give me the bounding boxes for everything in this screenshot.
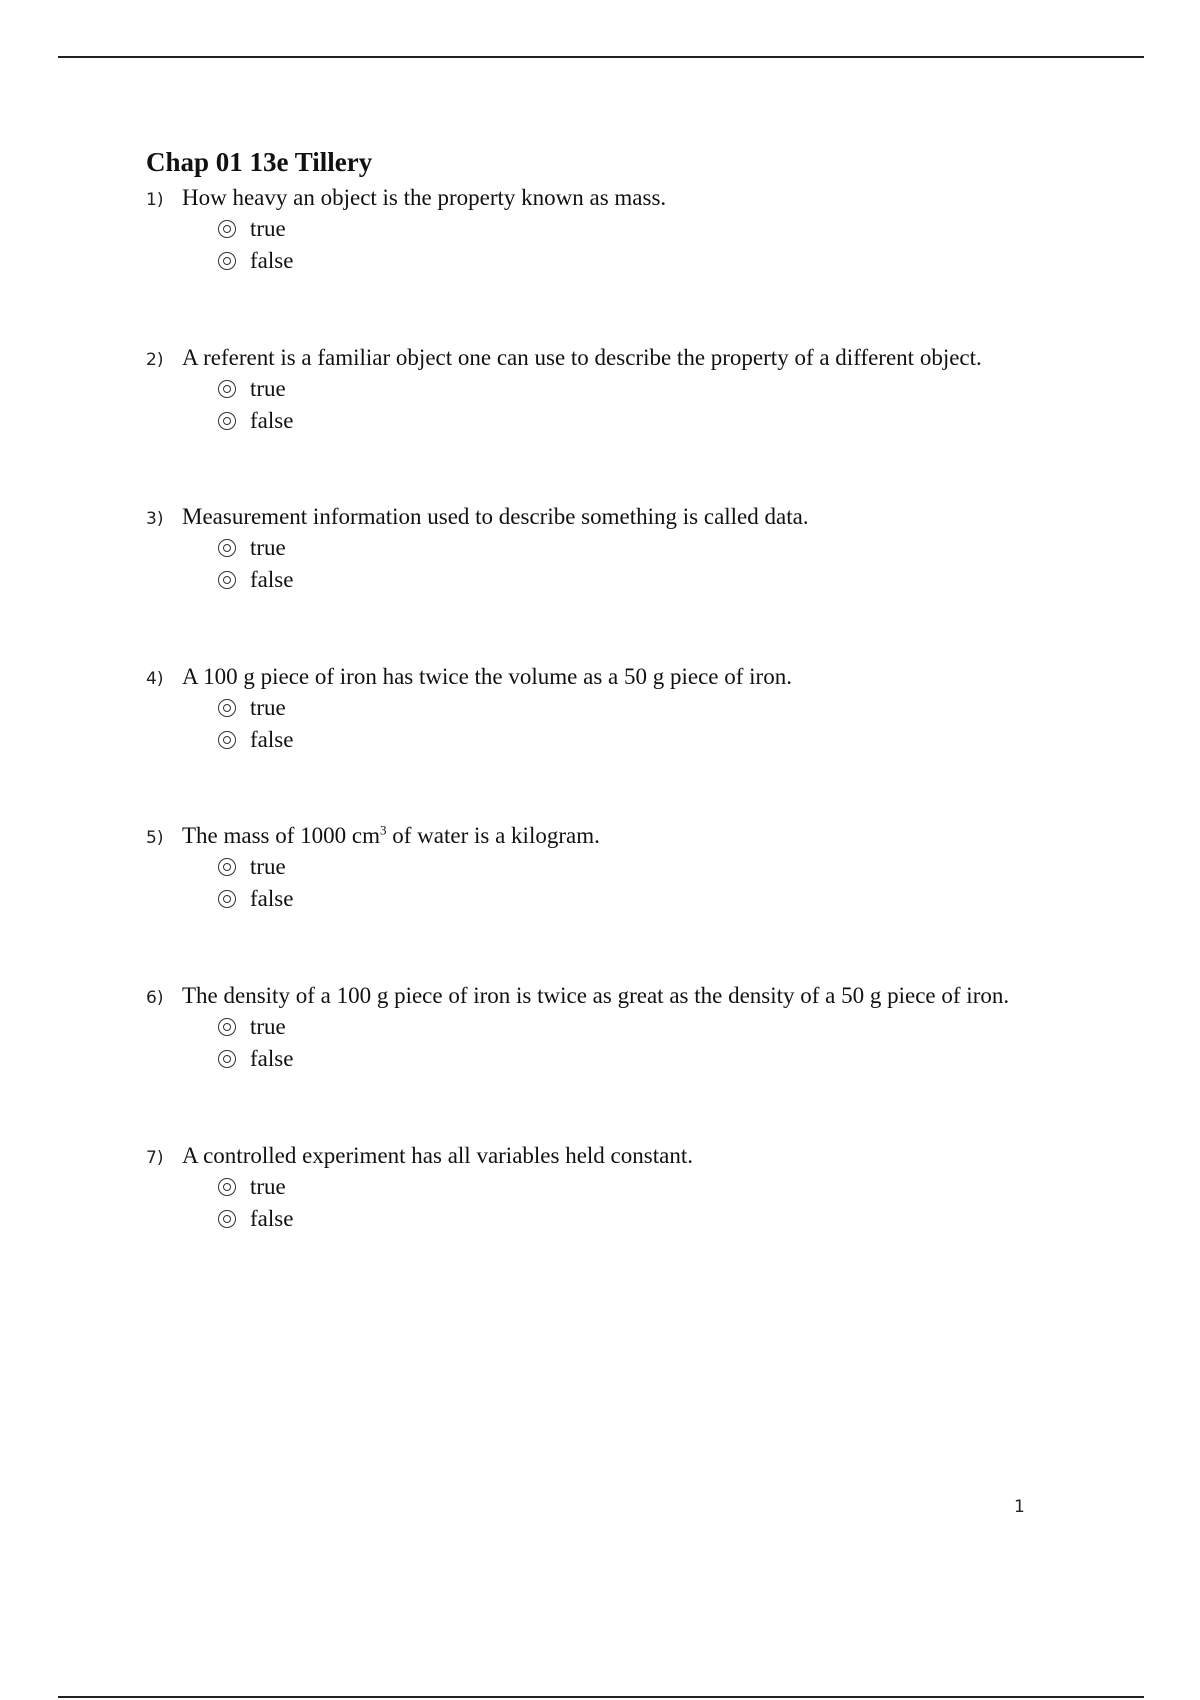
radio-icon[interactable]	[218, 380, 236, 398]
option-label: false	[250, 727, 294, 752]
question-number: 5)	[146, 828, 164, 848]
option-label: true	[250, 854, 286, 879]
radio-icon[interactable]	[218, 539, 236, 557]
option-false[interactable]	[218, 1203, 1146, 1235]
radio-icon[interactable]	[218, 252, 236, 270]
option-true[interactable]	[218, 692, 1146, 724]
question-number: 2)	[146, 350, 164, 370]
option-true[interactable]	[218, 373, 1146, 405]
header-rule	[58, 56, 1144, 58]
option-label: true	[250, 535, 286, 560]
radio-icon[interactable]	[218, 571, 236, 589]
question-text-part: of water is a kilogram.	[386, 823, 600, 848]
option-false[interactable]	[218, 883, 1146, 915]
question-3	[146, 502, 1146, 596]
question-text-part: The mass of 1000 cm	[182, 823, 381, 848]
option-true[interactable]	[218, 213, 1146, 245]
question-text	[182, 821, 600, 851]
question-number: 7)	[146, 1148, 164, 1168]
option-false[interactable]	[218, 245, 1146, 277]
option-true[interactable]	[218, 851, 1146, 883]
option-true[interactable]	[218, 532, 1146, 564]
question-6	[146, 981, 1146, 1075]
question-number: 3)	[146, 509, 164, 529]
radio-icon[interactable]	[218, 890, 236, 908]
radio-icon[interactable]	[218, 220, 236, 238]
question-7	[146, 1141, 1146, 1235]
question-text: How heavy an object is the property known as mass.	[182, 185, 667, 210]
radio-icon[interactable]	[218, 1178, 236, 1196]
question-4	[146, 662, 1146, 756]
question-text: A controlled experiment has all variables held constant.	[182, 1143, 693, 1168]
footer-rule	[58, 1696, 1144, 1698]
question-number: 4)	[146, 669, 164, 689]
question-text: A 100 g piece of iron has twice the volume as a 50 g piece of iron.	[182, 664, 792, 689]
option-false[interactable]	[218, 405, 1146, 437]
radio-icon[interactable]	[218, 1050, 236, 1068]
option-label: true	[250, 1174, 286, 1199]
option-label: false	[250, 248, 294, 273]
question-text: A referent is a familiar object one can use to describe the property of a different object.	[182, 345, 982, 370]
page-number: 1	[1014, 1497, 1025, 1517]
option-false[interactable]	[218, 564, 1146, 596]
option-label: true	[250, 1014, 286, 1039]
option-label: true	[250, 376, 286, 401]
superscript-exponent: 3	[380, 822, 387, 838]
radio-icon[interactable]	[218, 1210, 236, 1228]
question-1	[146, 183, 1146, 277]
option-false[interactable]	[218, 1043, 1146, 1075]
question-number: 6)	[146, 988, 164, 1008]
option-label: true	[250, 216, 286, 241]
option-true[interactable]	[218, 1171, 1146, 1203]
radio-icon[interactable]	[218, 412, 236, 430]
option-label: false	[250, 567, 294, 592]
radio-icon[interactable]	[218, 699, 236, 717]
radio-icon[interactable]	[218, 731, 236, 749]
question-text: The density of a 100 g piece of iron is twice as great as the density of a 50 g piece of iron.	[182, 983, 1010, 1008]
option-label: false	[250, 1206, 294, 1231]
option-label: false	[250, 1046, 294, 1071]
question-text: Measurement information used to describe something is called data.	[182, 504, 809, 529]
option-label: false	[250, 886, 294, 911]
option-label: false	[250, 408, 294, 433]
question-5	[146, 821, 1146, 915]
option-label: true	[250, 695, 286, 720]
option-false[interactable]	[218, 724, 1146, 756]
question-2	[146, 343, 1146, 437]
radio-icon[interactable]	[218, 1018, 236, 1036]
page-title: Chap 01 13e Tillery	[146, 147, 373, 177]
radio-icon[interactable]	[218, 858, 236, 876]
option-true[interactable]	[218, 1011, 1146, 1043]
question-number: 1)	[146, 190, 164, 210]
